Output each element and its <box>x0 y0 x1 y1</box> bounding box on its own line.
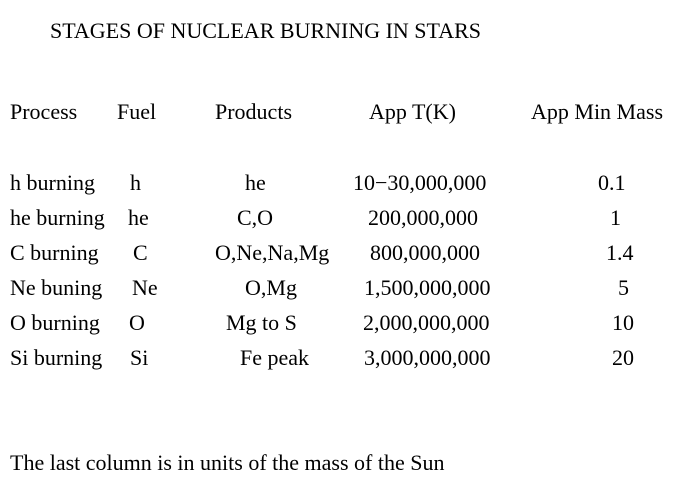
row-h-fuel: h <box>130 170 141 195</box>
footnote: The last column is in units of the mass of the Sun <box>10 450 445 475</box>
row-he-min-mass: 1 <box>610 205 621 230</box>
header-process: Process <box>10 99 78 124</box>
row-ne-products: O,Mg <box>245 275 297 300</box>
row-h-products: he <box>245 170 266 195</box>
row-c-products: O,Ne,Na,Mg <box>215 240 330 265</box>
row-si-process: Si burning <box>10 345 103 370</box>
row-ne-fuel: Ne <box>132 275 158 300</box>
header-products: Products <box>215 99 292 124</box>
header-min-mass: App Min Mass <box>531 99 664 124</box>
row-h-min-mass: 0.1 <box>598 170 626 195</box>
row-c-min-mass: 1.4 <box>606 240 634 265</box>
row-ne-min-mass: 5 <box>618 275 629 300</box>
row-he-temperature: 200,000,000 <box>368 205 478 230</box>
row-c-temperature: 800,000,000 <box>370 240 480 265</box>
header-fuel: Fuel <box>117 99 157 124</box>
row-si-temperature: 3,000,000,000 <box>364 345 491 370</box>
row-ne-temperature: 1,500,000,000 <box>364 275 491 300</box>
row-ne-process: Ne buning <box>10 275 103 300</box>
row-si-min-mass: 20 <box>612 345 634 370</box>
header-temperature: App T(K) <box>369 99 456 124</box>
row-h-process: h burning <box>10 170 95 195</box>
row-c-fuel: C <box>133 240 148 265</box>
row-he-process: he burning <box>10 205 105 230</box>
row-he-fuel: he <box>128 205 149 230</box>
row-si-products: Fe peak <box>240 345 310 370</box>
row-h-temperature: 10−30,000,000 <box>353 170 487 195</box>
row-he-products: C,O <box>237 205 274 230</box>
page-title: STAGES OF NUCLEAR BURNING IN STARS <box>50 18 482 43</box>
row-o-process: O burning <box>10 310 100 335</box>
row-o-products: Mg to S <box>226 310 297 335</box>
row-o-temperature: 2,000,000,000 <box>363 310 490 335</box>
row-si-fuel: Si <box>130 345 149 370</box>
row-o-fuel: O <box>129 310 145 335</box>
row-c-process: C burning <box>10 240 99 265</box>
row-o-min-mass: 10 <box>612 310 634 335</box>
